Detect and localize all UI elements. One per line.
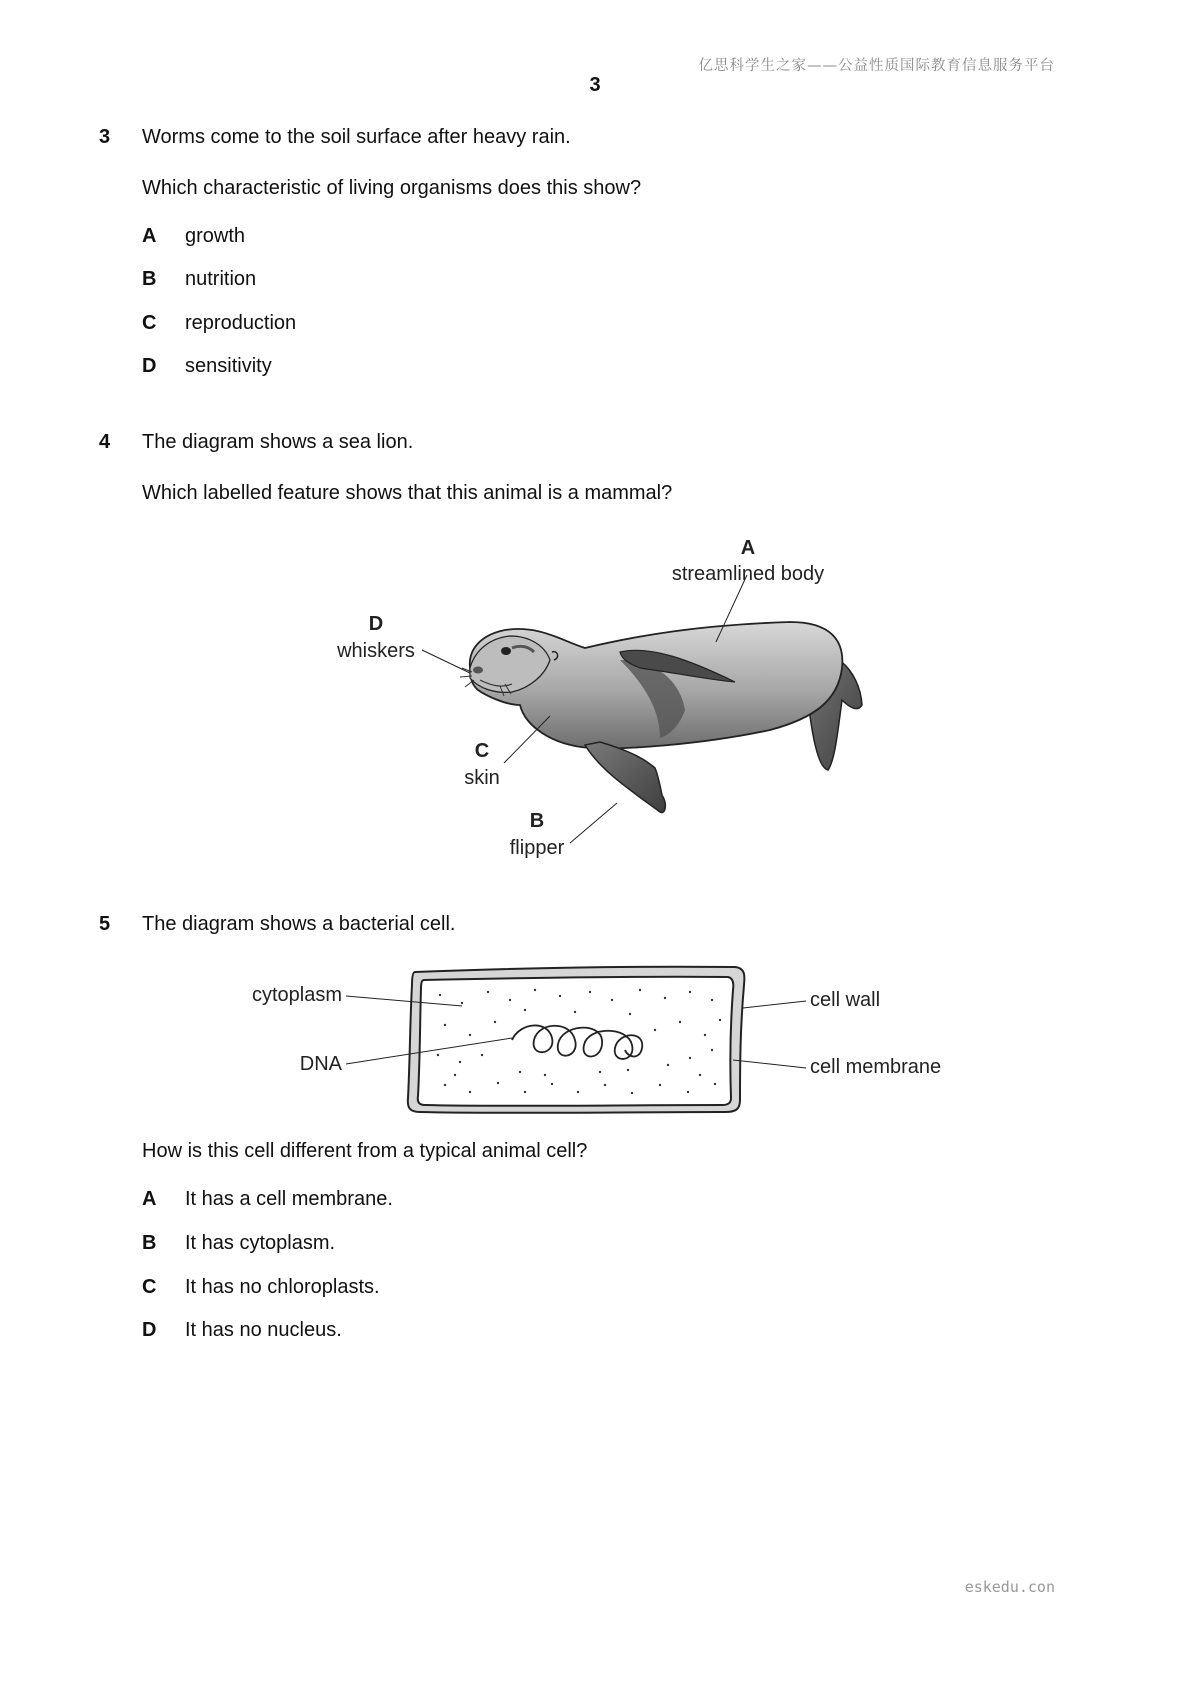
label-a-letter: A xyxy=(740,537,756,559)
q5-option-d-letter: D xyxy=(142,1319,157,1341)
label-b-text: flipper xyxy=(509,837,565,859)
label-b-letter: B xyxy=(529,810,545,832)
label-cell-membrane: cell membrane xyxy=(810,1056,942,1078)
q5-option-a-letter: A xyxy=(142,1188,157,1210)
q3-stem: Worms come to the soil surface after heavy rain. xyxy=(142,126,571,148)
q5-option-b-letter: B xyxy=(142,1232,157,1254)
label-a-text: streamlined body xyxy=(671,563,825,585)
header-watermark: 亿思科学生之家——公益性质国际教育信息服务平台 xyxy=(698,58,1055,74)
q4-question: Which labelled feature shows that this animal is a mammal? xyxy=(142,482,673,504)
q5-option-c-letter: C xyxy=(142,1276,157,1298)
q5-option-d-text: It has no nucleus. xyxy=(185,1319,342,1341)
q3-question: Which characteristic of living organisms does this show? xyxy=(142,177,642,199)
q3-option-a-letter: A xyxy=(142,225,157,247)
q3-option-c-letter: C xyxy=(142,312,157,334)
q5-option-a-text: It has a cell membrane. xyxy=(185,1188,393,1210)
page-number: 3 xyxy=(589,74,601,96)
q3-option-c-text: reproduction xyxy=(185,312,297,334)
label-cytoplasm: cytoplasm xyxy=(251,984,342,1006)
label-d-letter: D xyxy=(368,613,384,635)
label-c-letter: C xyxy=(474,740,490,762)
q5-stem: The diagram shows a bacterial cell. xyxy=(142,913,456,935)
q3-option-b-letter: B xyxy=(142,268,157,290)
label-cell-wall: cell wall xyxy=(810,989,881,1011)
q5-number: 5 xyxy=(99,913,111,935)
q4-stem: The diagram shows a sea lion. xyxy=(142,431,414,453)
label-c-text: skin xyxy=(464,767,500,789)
q3-option-d-letter: D xyxy=(142,355,157,377)
label-d-text: whiskers xyxy=(337,640,415,662)
q3-option-d-text: sensitivity xyxy=(185,355,272,377)
footer-watermark: eskedu.con xyxy=(964,1578,1055,1596)
label-dna: DNA xyxy=(299,1053,342,1075)
leader-line-cell-membrane xyxy=(733,1060,806,1068)
q3-option-a-text: growth xyxy=(185,225,246,247)
q5-option-b-text: It has cytoplasm. xyxy=(185,1232,336,1254)
q3-option-b-text: nutrition xyxy=(185,268,257,290)
q5-option-c-text: It has no chloroplasts. xyxy=(185,1276,380,1298)
q3-number: 3 xyxy=(99,126,111,148)
q5-question: How is this cell different from a typical animal cell? xyxy=(142,1140,588,1162)
leader-line-cell-wall xyxy=(743,1001,806,1008)
q4-number: 4 xyxy=(99,431,111,453)
